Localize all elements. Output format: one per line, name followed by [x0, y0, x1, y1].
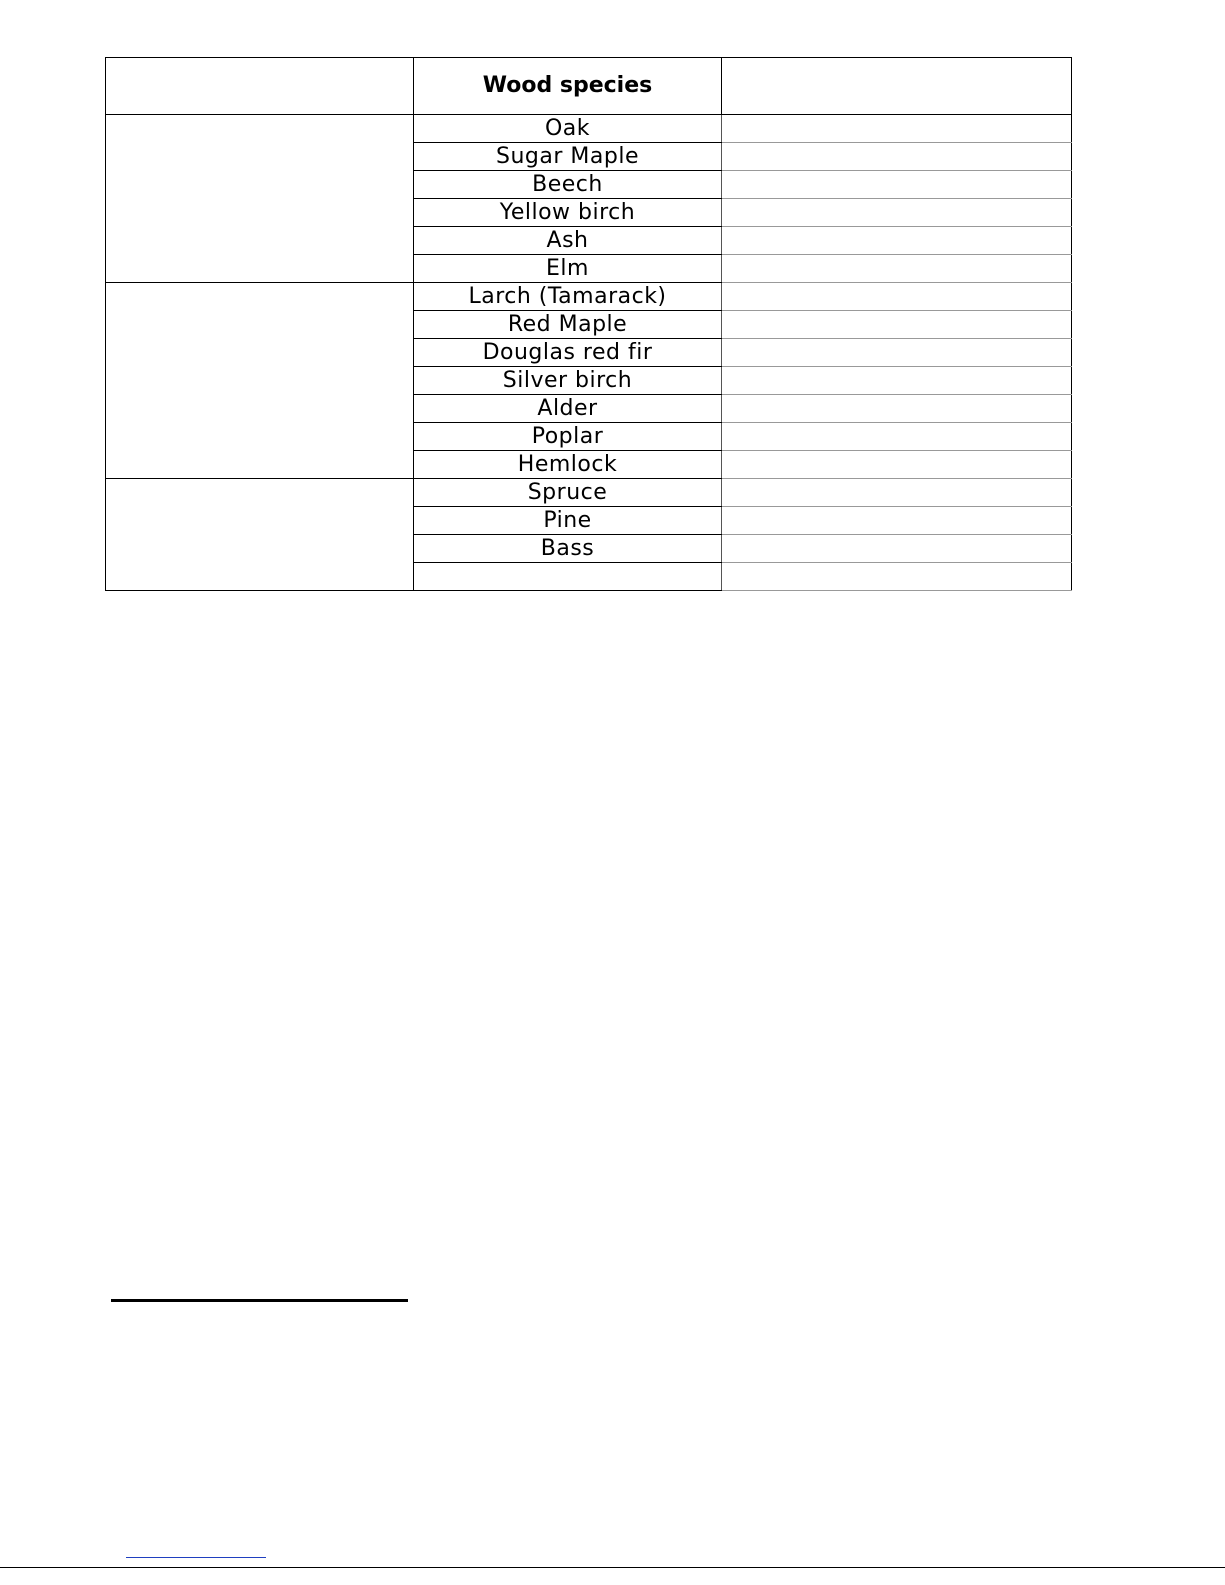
- species-cell: Poplar: [414, 423, 722, 451]
- value-cell: [722, 535, 1072, 563]
- table-header-row: [106, 58, 1072, 115]
- value-cell: [722, 563, 1072, 591]
- species-cell: Elm: [414, 255, 722, 283]
- value-cell: [722, 283, 1072, 311]
- table-row: [106, 283, 1072, 311]
- value-cell: [722, 227, 1072, 255]
- value-cell: [722, 423, 1072, 451]
- value-cell: [722, 255, 1072, 283]
- value-cell: [722, 115, 1072, 143]
- species-cell: Beech: [414, 171, 722, 199]
- value-cell: [722, 367, 1072, 395]
- species-cell: Red Maple: [414, 311, 722, 339]
- species-cell: Ash: [414, 227, 722, 255]
- group-cell: [106, 479, 414, 591]
- value-cell: [722, 507, 1072, 535]
- value-cell: [722, 451, 1072, 479]
- species-cell: Yellow birch: [414, 199, 722, 227]
- value-header-cell: [722, 58, 1072, 115]
- value-cell: [722, 311, 1072, 339]
- species-cell: Bass: [414, 535, 722, 563]
- species-cell: Oak: [414, 115, 722, 143]
- footer-link-underline: [126, 1557, 266, 1558]
- species-cell: Spruce: [414, 479, 722, 507]
- table-row: [106, 479, 1072, 507]
- species-header-cell: Wood species: [414, 58, 722, 115]
- species-cell: Hemlock: [414, 451, 722, 479]
- group-cell: [106, 115, 414, 283]
- species-cell: Douglas red fir: [414, 339, 722, 367]
- value-cell: [722, 171, 1072, 199]
- page-bottom-line: [0, 1567, 1225, 1568]
- footnote-separator-rule: [111, 1299, 408, 1302]
- species-cell: Silver birch: [414, 367, 722, 395]
- species-cell: Alder: [414, 395, 722, 423]
- value-cell: [722, 143, 1072, 171]
- value-cell: [722, 199, 1072, 227]
- table-row: [106, 115, 1072, 143]
- wood-species-table: [105, 57, 1072, 591]
- group-cell: [106, 283, 414, 479]
- value-cell: [722, 395, 1072, 423]
- wood-species-table-body: [106, 58, 1072, 591]
- species-cell: Larch (Tamarack): [414, 283, 722, 311]
- value-cell: [722, 479, 1072, 507]
- group-header-cell: [106, 58, 414, 115]
- species-cell: Sugar Maple: [414, 143, 722, 171]
- value-cell: [722, 339, 1072, 367]
- species-cell: Pine: [414, 507, 722, 535]
- species-cell: [414, 563, 722, 591]
